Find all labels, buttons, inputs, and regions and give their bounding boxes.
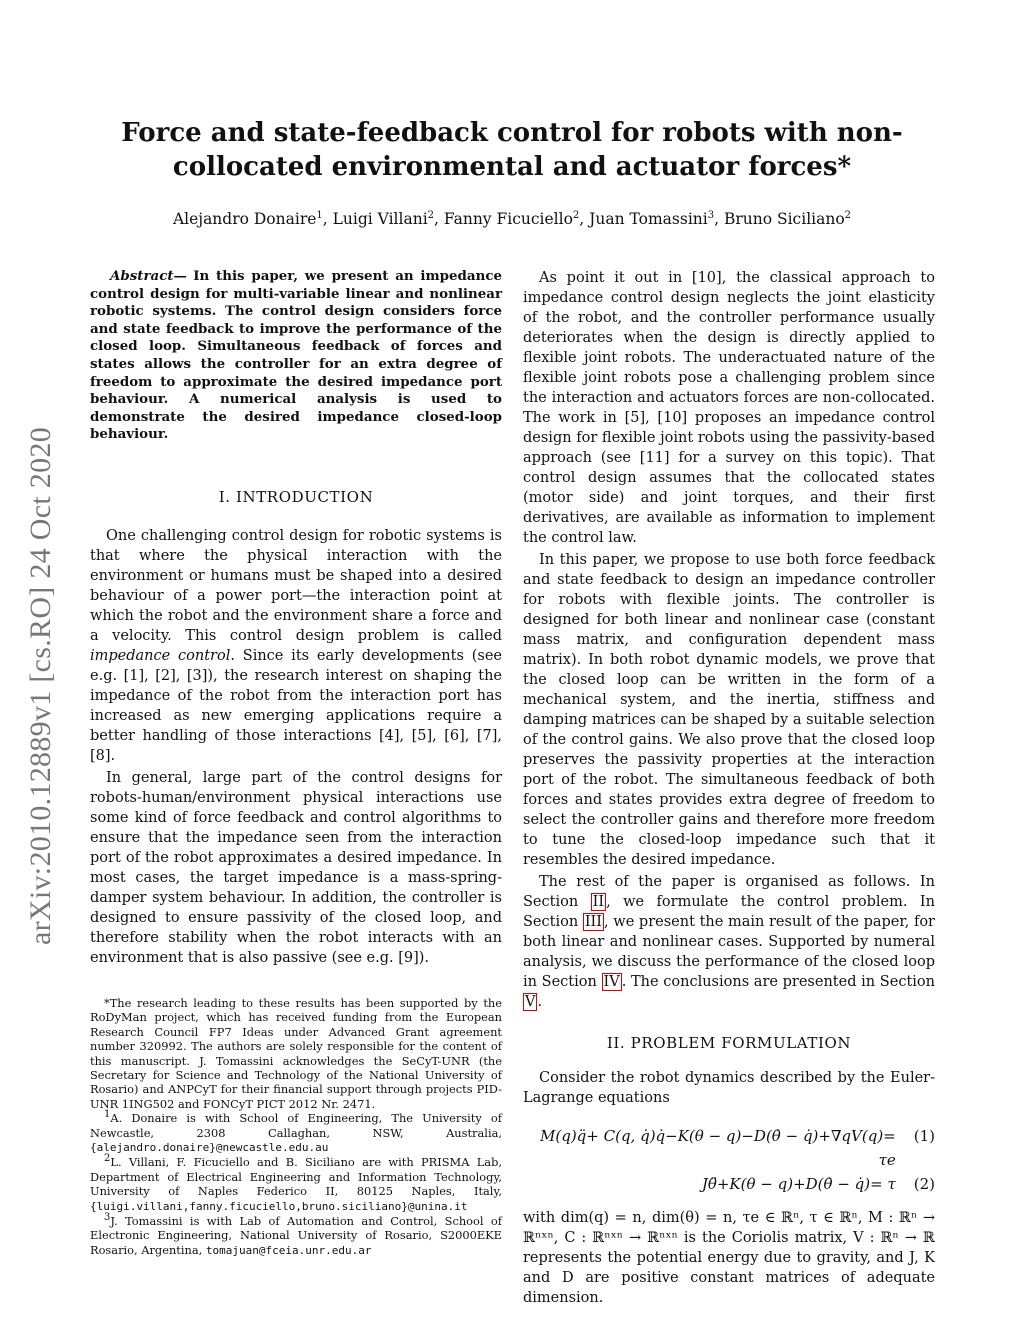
paragraph: Consider the robot dynamics described by the Euler-Lagrange equations [523, 1070, 935, 1106]
section-heading-problem-formulation: II. PROBLEM FORMULATION [606, 1034, 852, 1052]
abstract [90, 268, 502, 444]
section-link-iii[interactable]: III [584, 914, 603, 930]
author-email[interactable]: tomajuan@fceia.unr.edu.ar [205, 1243, 372, 1257]
footnote-affiliation [90, 1214, 502, 1258]
author-email[interactable]: {luigi.villani,fanny.ficuciello,bruno.siciliano}@unina.it [90, 1199, 468, 1213]
footnote-text: J. Tomassini is with Lab of Automation and Control, School of Electronic Engineering, National University of Rosario, S2000EKE Rosario, Argentina, [90, 1214, 502, 1257]
abstract-label: Abstract [110, 268, 174, 284]
author-name: Luigi Villani [332, 210, 428, 228]
author-name: Juan Tomassini [589, 210, 708, 228]
affiliation-mark: 3 [707, 209, 715, 221]
abstract-text: In this paper, we present an impedance control design for multi-variable linear and nonlinear robotic systems. The control design considers force and state feedback to improve the performance of the closed loop. Simultaneous feedback of forces and states allows the controller for an extra degree of freedom to approximate the desired impedance port behaviour. A numerical analysis is used to demonstrate the desired impedance closed-loop behaviour. [90, 268, 502, 443]
author-name: Alejandro Donaire [172, 210, 317, 228]
affiliation-mark: 3 [104, 1212, 111, 1224]
author-email[interactable]: {alejandro.donaire}@newcastle.edu.au [90, 1141, 329, 1154]
footnote-text: L. Villani, F. Ficuciello and B. Siciliano are with PRISMA Lab, Department of Electrical Engineering and Information Technology, University of Naples Federico II, 80125 Naples, Italy, [90, 1155, 502, 1199]
paragraph [90, 526, 502, 766]
affiliation-mark: 2 [104, 1153, 111, 1165]
arxiv-identifier: arXiv:2010.12889v1 [cs.RO] 24 Oct 2020 [24, 426, 57, 945]
paragraph-text: The rest of the paper is organised as follows. In Section [523, 874, 935, 910]
paragraph: with dim(q) = n, dim(θ) = n, τe ∈ ℝⁿ, τ ∈ ℝⁿ, M : ℝⁿ → ℝⁿˣⁿ, C : ℝⁿˣⁿ → ℝⁿˣⁿ is the Coriolis matrix, V : ℝⁿ → ℝ represents the potential energy due to gravity, and J, K and D are positive constant matrices of adequate dimension. [523, 1210, 935, 1306]
equation-number: (2) [913, 1175, 935, 1193]
paragraph [523, 872, 935, 1012]
paragraph-text: . The conclusions are presented in Section [621, 974, 935, 990]
paragraph-text: . Since its early developments (see e.g. [1], [2], [3]), the research interest on shaping the impedance of the robot from the interaction port has increased as new emerging applications require a better handling of those interactions [4], [5], [6], [7], [8]. [90, 647, 502, 764]
paragraph: As point it out in [10], the classical approach to impedance control design neglects the joint elasticity of the robot, and the controller performance usually deteriorates when the design is directly applied to flexible joint robots. The underactuated nature of the flexible joint robots pose a challenging problem since the interaction and actuators forces are non-collocated. The work in [5], [10] proposes an impedance control design for flexible joint robots using the passivity-based approach (see [11] for a survey on this topic). That control design assumes that the collocated states (motor side) and joint torques, and their first derivatives, are available as information to implement the control law. [523, 270, 935, 546]
affiliation-mark: 1 [104, 1109, 111, 1121]
author-name: Fanny Ficuciello [443, 210, 573, 228]
paragraph: In general, large part of the control designs for robots-human/environment physical interactions use some kind of force feedback and control algorithms to ensure that the impedance seen from the interaction port of the robot approximates a desired impedance. In most cases, the target impedance is a mass-spring-damper system behaviour. In addition, the controller is designed to ensure passivity of the closed loop, and therefore stability when the robot interacts with an environment that is also passive (see e.g. [9]). [90, 769, 502, 966]
equation-number: (1) [913, 1127, 935, 1145]
affiliation-mark: 2 [844, 209, 852, 221]
author-list: Alejandro Donaire$^1$, Luigi Villani$^2$, Fanny Ficuciello$^2$, Juan Tomassini$^3$, Bruno Siciliano$^2$ [172, 209, 852, 228]
emphasized-term: impedance control [90, 647, 231, 664]
footnote-affiliation [90, 1155, 502, 1214]
paragraph-text: One challenging control design for robotic systems is that where the physical interaction with the environment or humans must be shaped into a desired behaviour of a power port—the interaction point at which the robot and the environment share a force and a velocity. This control design problem is called [90, 527, 502, 644]
section-link-ii[interactable]: II [592, 894, 605, 910]
section-heading-introduction: I. INTRODUCTION [218, 487, 374, 506]
equation-block [523, 1124, 935, 1196]
paragraph-text: , we formulate the control problem. In Section [523, 894, 935, 930]
footnote-funding: *The research leading to these results has been supported by the RoDyMan project, which has received funding from the European Research Council FP7 Ideas under Advanced Grant agreement number 320992. The authors are solely responsible for the content of this manuscript. J. Tomassini acknowledges the SeCyT-UNR (the Secretary for Science and Technology of the National University of Rosario) and ANPCyT for their financial support through projects PID-UNR 1ING502 and FONCyT PICT 2012 Nr. 2471. [90, 995, 502, 1111]
footnotes [90, 996, 502, 1258]
footnote-text: A. Donaire is with School of Engineering, The University of Newcastle, 2308 Callaghan, NSW, Australia, [90, 1111, 502, 1140]
affiliation-mark: 1 [316, 209, 323, 221]
left-column [90, 268, 502, 1258]
equation-expression: M(q)q̈+ C(q, q̇)q̇−K(θ − q)−D(θ̇ − q̇)+∇qV(q)= τe [540, 1127, 896, 1169]
equation-expression: Jθ̈+K(θ − q)+D(θ̇ − q̇)= τ [701, 1175, 896, 1193]
author-name: Bruno Siciliano [723, 210, 845, 228]
paper-title: Force and state-feedback control for robots with non-collocated environmental and actuator forces* [121, 118, 903, 182]
equation-1 [523, 1124, 935, 1172]
section-link-v[interactable]: V [525, 994, 536, 1010]
footnote-affiliation [90, 1111, 502, 1155]
abstract-dash: — [173, 268, 187, 284]
affiliation-mark: 2 [572, 209, 580, 221]
paragraph-text: , we present the main result of the paper, for both linear and nonlinear cases. Supported by numeral analysis, we discuss the performance of the closed loop in Section [523, 914, 935, 990]
section-link-iv[interactable]: IV [603, 974, 620, 990]
affiliation-mark: 2 [427, 209, 435, 221]
right-column [523, 268, 935, 1310]
paragraph: In this paper, we propose to use both force feedback and state feedback to design an impedance controller for robots with flexible joints. The controller is designed for both linear and nonlinear case (constant mass matrix, and configuration dependent mass matrix). In both robot dynamic models, we prove that the closed loop can be written in the form of a mechanical system, and the inertia, stiffness and damping matrices can be shaped by a suitable selection of the control gains. We also prove that the closed loop preserves the passivity properties at the interaction port of the robot. The simultaneous feedback of both forces and states provides extra degree of freedom to select the controller gains and therefore more freedom to tune the closed-loop impedance such that it resembles the desired impedance. [523, 552, 935, 868]
equation-2 [523, 1172, 935, 1196]
paragraph-text: . [537, 994, 543, 1010]
